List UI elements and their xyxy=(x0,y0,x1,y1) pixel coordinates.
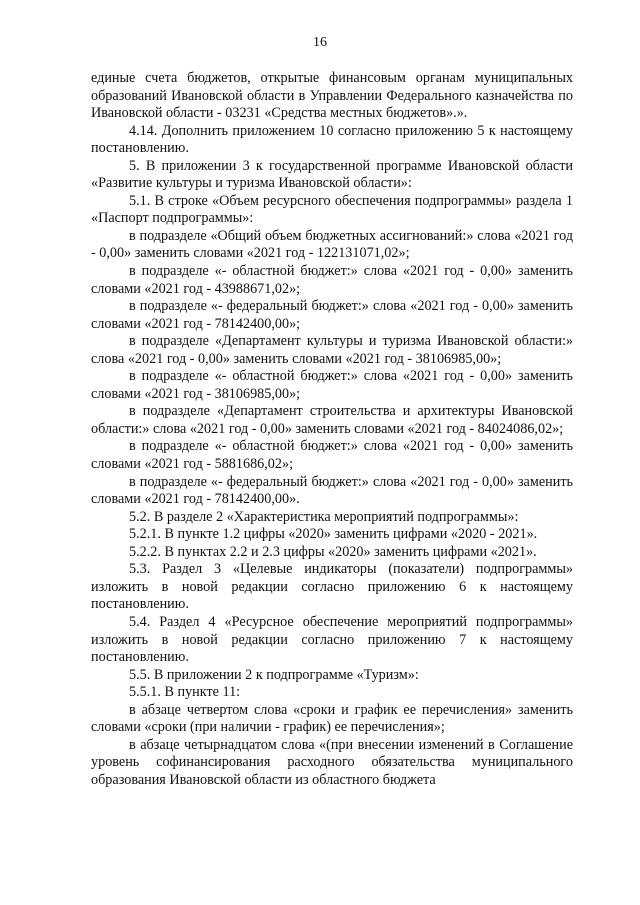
paragraph: в подразделе «Общий объем бюджетных ассигнований:» слова «2021 год - 0,00» заменить словами «2021 год - 122131071,02»; xyxy=(91,227,573,262)
paragraph: в подразделе «Департамент строительства и архитектуры Ивановской области:» слова «2021 год - 0,00» заменить словами «2021 год - 84024086,02»; xyxy=(91,403,573,437)
paragraph: в подразделе «Департамент культуры и туризма Ивановской области:» слова «2021 год - 0,00» заменить словами «2021 год - 38106985,00»; xyxy=(91,333,573,367)
paragraph: 5.5.1. В пункте 11: xyxy=(129,684,241,701)
paragraph: 5.2. В разделе 2 «Характеристика мероприятий подпрограммы»: xyxy=(129,508,519,525)
paragraph: в подразделе «- областной бюджет:» слова «2021 год - 0,00» заменить словами «2021 год - 5881686,02»; xyxy=(91,438,573,473)
paragraph: единые счета бюджетов, открытые финансовым органам муниципальных образований Ивановской области в Управлении Федерального казначейства по Ивановской области - 03231 «Средства местных бюджетов».». xyxy=(91,70,573,122)
paragraph: 5.2.1. В пункте 1.2 цифры «2020» заменить цифрами «2020 - 2021». xyxy=(129,526,538,543)
paragraph: в подразделе «- областной бюджет:» слова «2021 год - 0,00» заменить словами «2021 год - 43988671,02»; xyxy=(91,263,573,297)
paragraph: в подразделе «- федеральный бюджет:» слова «2021 год - 0,00» заменить словами «2021 год - 78142400,00». xyxy=(91,473,573,508)
paragraph: в подразделе «- областной бюджет:» слова «2021 год - 0,00» заменить словами «2021 год - 38106985,00»; xyxy=(91,368,573,402)
paragraph: 5.1. В строке «Объем ресурсного обеспечения подпрограммы» раздела 1 «Паспорт подпрограммы»: xyxy=(91,192,573,227)
paragraph: 5. В приложении 3 к государственной программе Ивановской области «Развитие культуры и туризма Ивановской области»: xyxy=(91,157,573,192)
document-body xyxy=(91,70,573,789)
paragraph: 4.14. Дополнить приложением 10 согласно приложению 5 к настоящему постановлению. xyxy=(91,122,573,157)
paragraph: 5.5. В приложении 2 к подпрограмме «Туризм»: xyxy=(129,666,419,683)
paragraph: в абзаце четвертом слова «сроки и график ее перечисления» заменить словами «сроки (при наличии - график) ее перечисления»; xyxy=(91,701,573,736)
paragraph: в абзаце четырнадцатом слова «(при внесении изменений в Соглашение уровень софинансирования расходного обязательства муниципального образования Ивановской области из областного бюджета xyxy=(91,736,573,788)
paragraph: в подразделе «- федеральный бюджет:» слова «2021 год - 0,00» заменить словами «2021 год - 78142400,00»; xyxy=(91,298,573,332)
page-number: 16 xyxy=(313,35,327,50)
paragraph: 5.4. Раздел 4 «Ресурсное обеспечение мероприятий подпрограммы» изложить в новой редакции согласно приложению 7 к настоящему постановлению. xyxy=(91,613,573,666)
paragraph: 5.3. Раздел 3 «Целевые индикаторы (показатели) подпрограммы» изложить в новой редакции согласно приложению 6 к настоящему постановлению. xyxy=(91,561,573,613)
paragraph: 5.2.2. В пунктах 2.2 и 2.3 цифры «2020» заменить цифрами «2021». xyxy=(129,543,537,560)
